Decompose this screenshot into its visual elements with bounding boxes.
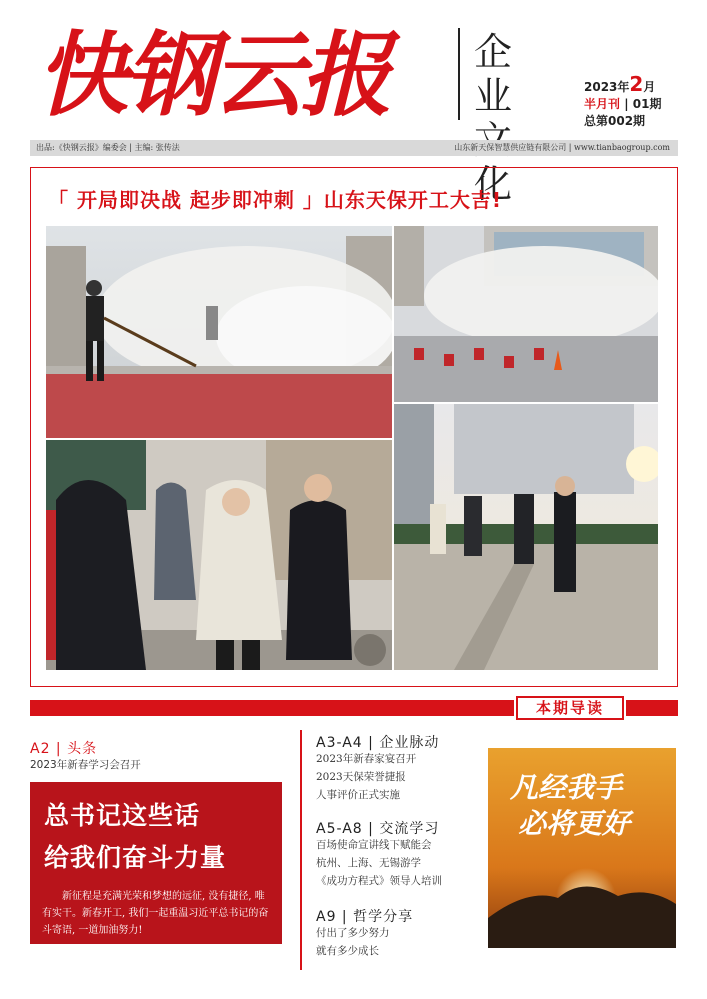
list-item: 2023年新春家宴召开: [316, 753, 417, 765]
list-item: 2023天保荣誉捷报: [316, 771, 406, 783]
section-a2-subtitle: 2023年新春学习会召开: [30, 759, 141, 771]
poster-line2: 给我们奋斗力量: [44, 843, 227, 872]
guide-bar-right: [626, 700, 678, 716]
photo-firecracker-rows: [394, 226, 658, 402]
section-a3-list: [316, 750, 416, 804]
section-label-line2: 化: [474, 162, 523, 206]
section-a5-title[interactable]: A5-A8 | 交流学习: [316, 821, 440, 837]
feature-headline: 「 开局即决战 起步即冲刺 」山东天保开工大吉!: [48, 188, 503, 212]
issue-month: 2: [629, 72, 644, 96]
section-a9-title[interactable]: A9 | 哲学分享: [316, 909, 414, 925]
section-a9-list: [316, 924, 390, 960]
issue-total: 总第002期: [584, 114, 646, 128]
poster-banner: [30, 782, 282, 944]
issue-info: 2023年2月 半月刊 | 01期 总第002期: [584, 76, 674, 130]
issue-number: 01期: [632, 97, 662, 111]
slogan-line2: 必将更好: [518, 807, 631, 840]
list-item: 《成功方程式》领导人培训: [316, 875, 442, 887]
photo-staff-walking: [394, 404, 658, 670]
guide-label: 本期导读: [516, 696, 624, 720]
issue-year: 2023年: [584, 80, 630, 94]
info-bar-publisher: 出品:《快钢云报》编委会 | 主编: 张传法: [36, 143, 180, 152]
issue-month-suffix: 月: [643, 80, 656, 94]
list-item: 杭州、上海、无锡游学: [316, 857, 421, 869]
slogan-text: [510, 770, 630, 842]
slogan-image: [488, 748, 676, 948]
photo-staff-watching: [46, 440, 392, 670]
guide-bar-left: [30, 700, 514, 716]
list-item: 百场使命宣讲线下赋能会: [316, 839, 432, 851]
masthead-title: 快钢云报: [36, 21, 389, 129]
list-item: 人事评价正式实施: [316, 789, 400, 801]
info-bar-company[interactable]: 山东新天保智慧供应链有限公司 | www.tianbaogroup.com: [454, 143, 670, 152]
masthead-divider: [458, 28, 460, 120]
poster-line1: 总书记这些话: [44, 801, 201, 830]
section-a2-title[interactable]: A2 | 头条: [30, 741, 98, 757]
photo-firecrackers-lighting: [46, 226, 392, 438]
section-a3-title[interactable]: A3-A4 | 企业脉动: [316, 735, 440, 751]
list-item: 就有多少成长: [316, 945, 379, 957]
issue-frequency: 半月刊: [584, 97, 621, 111]
section-a5-list: [316, 836, 442, 890]
column-divider: [300, 730, 302, 970]
info-bar: [30, 140, 678, 156]
slogan-line1: 凡经我手: [510, 771, 623, 804]
section-label-line1: 企 业: [474, 30, 523, 118]
poster-body: 新征程是充满光荣和梦想的远征, 没有捷径, 唯有实干。新春开工, 我们一起重温习近平总书记的奋斗寄语, 一道加油努力!: [42, 891, 269, 936]
list-item: 付出了多少努力: [316, 927, 390, 939]
